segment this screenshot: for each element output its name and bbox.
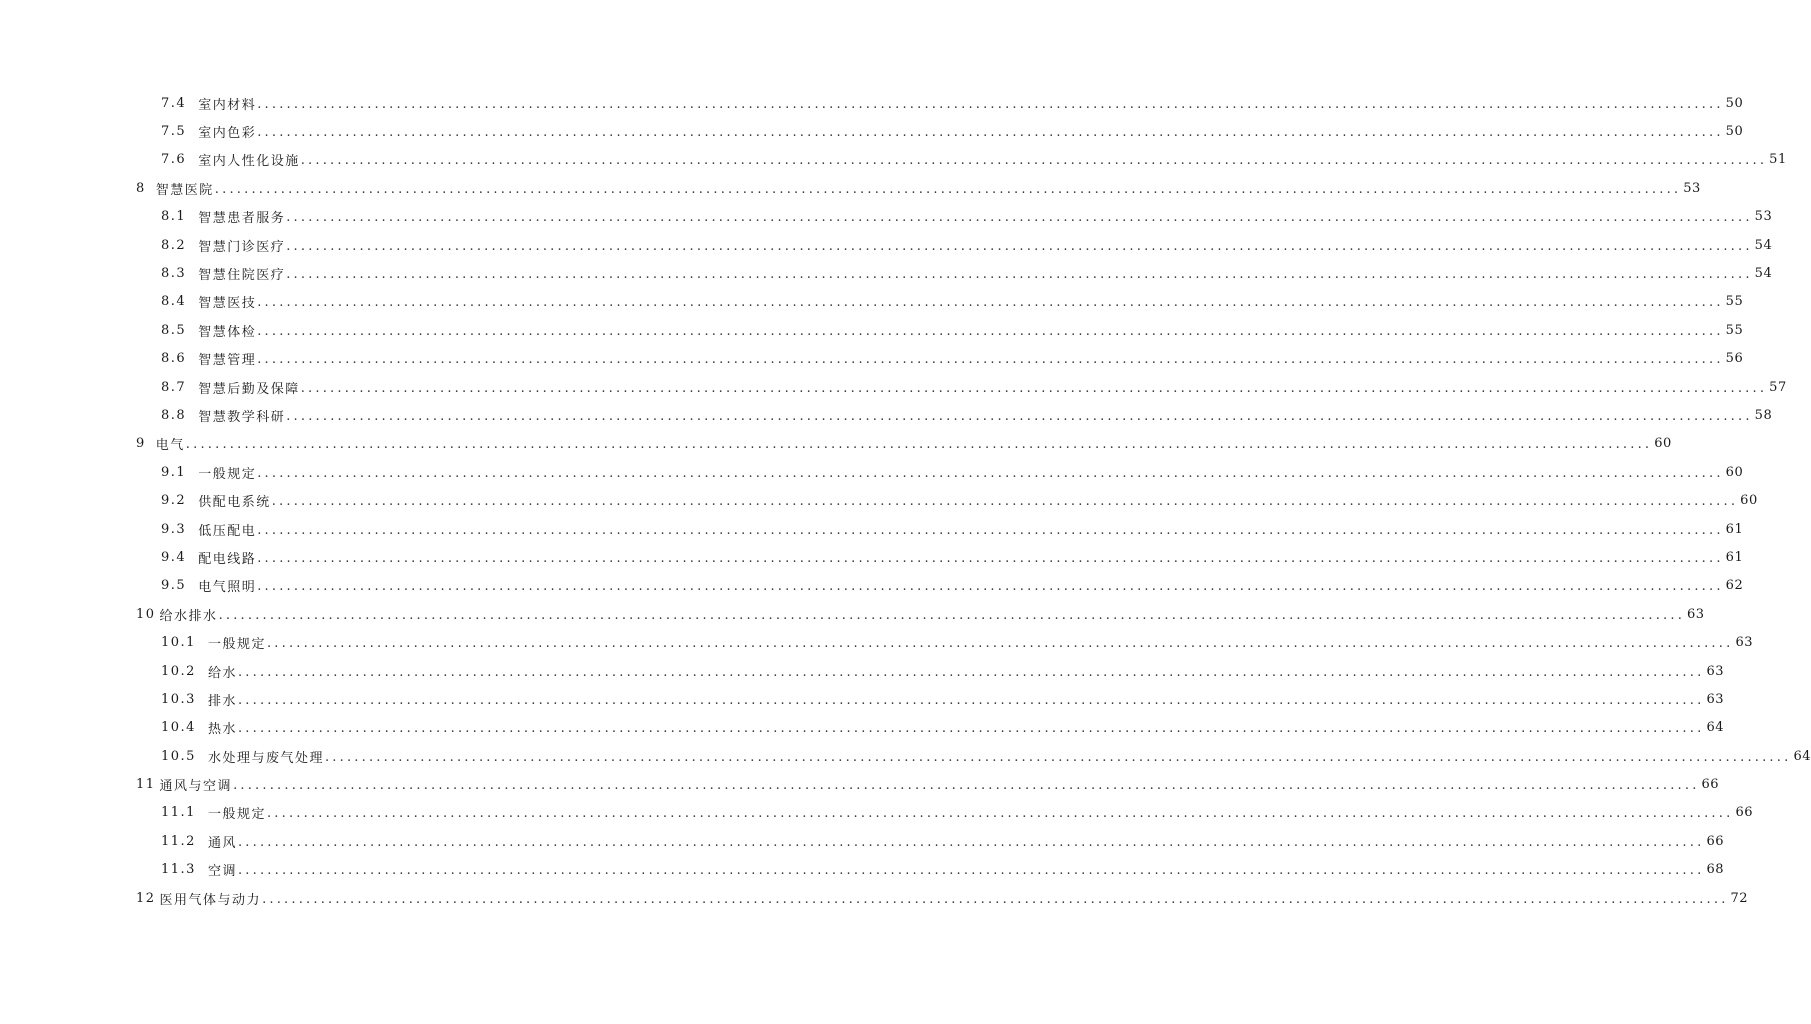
toc-entry-page-number: 53 [1683,180,1701,196]
toc-dot-leader: ........................................................................................................................................................................................................ [257,522,1724,538]
toc-entry-title: 给水 [207,665,237,681]
toc-dot-leader: ........................................................................................................................................................................................................ [185,437,1653,453]
toc-section-entry[interactable] [0,714,1724,742]
toc-entry-page-number: 50 [1725,95,1744,111]
toc-entry-number: 11.3 [161,862,196,878]
toc-section-entry[interactable] [0,543,1744,571]
toc-section-entry[interactable] [0,486,1758,514]
toc-entry-number: 8 [136,180,146,196]
toc-entry-number: 10 [136,606,156,622]
toc-dot-leader: ........................................................................................................................................................................................................ [257,96,1724,112]
toc-entry-page-number: 66 [1706,833,1724,849]
toc-entry-page-number: 53 [1754,209,1773,225]
toc-section-entry[interactable] [0,657,1724,685]
toc-entry-page-number: 68 [1706,862,1724,878]
toc-dot-leader: ........................................................................................................................................................................................................ [257,550,1724,566]
toc-entry-page-number: 66 [1701,777,1720,793]
toc-entry-title: 室内材料 [198,97,257,113]
toc-entry-page-number: 55 [1725,294,1744,310]
toc-dot-leader: ........................................................................................................................................................................................................ [237,721,1705,737]
toc-entry-title: 智慧医院 [155,182,214,198]
toc-dot-leader: ........................................................................................................................................................................................................ [262,891,1729,907]
toc-entry-number: 10.4 [161,720,196,736]
toc-entry-title: 智慧住院医疗 [198,268,286,284]
toc-entry-title: 一般规定 [198,466,257,482]
toc-section-entry[interactable] [0,799,1753,827]
toc-dot-leader: ........................................................................................................................................................................................................ [286,210,1753,226]
toc-entry-page-number: 61 [1725,549,1744,565]
toc-dot-leader: ........................................................................................................................................................................................................ [266,636,1734,652]
toc-entry-title: 通风 [207,835,237,851]
toc-entry-number: 9.5 [161,578,187,594]
toc-dot-leader: ........................................................................................................................................................................................................ [257,465,1724,481]
toc-entry-title: 智慧医技 [198,296,257,312]
toc-entry-title: 智慧门诊医疗 [198,239,286,255]
toc-section-entry[interactable] [0,259,1773,287]
toc-entry-page-number: 58 [1754,407,1773,423]
toc-entry-title: 给水排水 [159,608,218,624]
toc-entry-number: 9 [136,436,146,452]
toc-entry-number: 8.7 [161,379,187,395]
toc-entry-page-number: 72 [1730,890,1749,906]
toc-entry-number: 10.5 [161,748,196,764]
toc-entry-page-number: 64 [1706,720,1724,736]
toc-entry-page-number: 56 [1725,351,1744,367]
toc-entry-number: 9.4 [161,549,187,565]
toc-section-entry[interactable] [0,742,1811,770]
toc-dot-leader: ........................................................................................................................................................................................................ [286,238,1753,254]
toc-dot-leader: ........................................................................................................................................................................................................ [257,295,1724,311]
toc-section-entry[interactable] [0,572,1744,600]
toc-entry-page-number: 60 [1725,464,1744,480]
toc-entry-number: 10.2 [161,663,196,679]
toc-dot-leader: ........................................................................................................................................................................................................ [271,494,1739,510]
toc-dot-leader: ........................................................................................................................................................................................................ [237,692,1705,708]
toc-entry-page-number: 61 [1725,521,1744,537]
toc-section-entry[interactable] [0,685,1724,713]
toc-section-entry[interactable] [0,231,1773,259]
toc-entry-title: 空调 [207,864,237,880]
toc-chapter-entry[interactable] [0,174,1701,202]
toc-entry-page-number: 50 [1725,124,1744,140]
toc-dot-leader: ........................................................................................................................................................................................................ [324,749,1792,765]
toc-entry-page-number: 66 [1735,805,1753,821]
toc-dot-leader: ........................................................................................................................................................................................................ [237,664,1705,680]
toc-dot-leader: ........................................................................................................................................................................................................ [257,125,1724,141]
toc-entry-title: 室内人性化设施 [198,154,300,170]
toc-section-entry[interactable] [0,856,1724,884]
toc-dot-leader: ........................................................................................................................................................................................................ [286,408,1753,424]
toc-entry-page-number: 51 [1769,152,1787,168]
toc-entry-number: 9.2 [161,493,187,509]
toc-dot-leader: ........................................................................................................................................................................................................ [237,834,1705,850]
toc-dot-leader: ........................................................................................................................................................................................................ [218,607,1686,623]
toc-entry-title: 智慧患者服务 [198,211,286,227]
toc-entry-number: 10.3 [161,691,196,707]
toc-section-entry[interactable] [0,146,1787,174]
toc-entry-number: 7.6 [161,152,187,168]
toc-entry-title: 水处理与废气处理 [207,750,324,766]
toc-entry-title: 电气照明 [198,580,257,596]
toc-entry-title: 智慧管理 [198,353,257,369]
toc-entry-title: 供配电系统 [198,495,271,511]
toc-entry-number: 9.3 [161,521,187,537]
toc-dot-leader: ........................................................................................................................................................................................................ [233,778,1700,794]
toc-chapter-entry[interactable] [0,430,1672,458]
toc-entry-number: 8.1 [161,209,187,225]
toc-section-entry[interactable] [0,373,1787,401]
toc-entry-number: 10.1 [161,635,196,651]
toc-dot-leader: ........................................................................................................................................................................................................ [286,267,1753,283]
toc-dot-leader: ........................................................................................................................................................................................................ [257,352,1724,368]
toc-entry-number: 8.8 [161,407,187,423]
toc-dot-leader: ........................................................................................................................................................................................................ [257,323,1724,339]
toc-dot-leader: ........................................................................................................................................................................................................ [257,579,1724,595]
toc-entry-page-number: 63 [1706,691,1724,707]
toc-entry-number: 8.6 [161,351,187,367]
toc-dot-leader: ........................................................................................................................................................................................................ [237,863,1705,879]
toc-entry-number: 7.5 [161,124,187,140]
toc-entry-title: 室内色彩 [198,126,257,142]
toc-entry-number: 8.3 [161,266,187,282]
toc-entry-number: 9.1 [161,464,187,480]
toc-entry-title: 智慧体检 [198,324,257,340]
toc-entry-page-number: 60 [1654,436,1672,452]
table-of-contents [0,89,1811,912]
toc-entry-page-number: 63 [1735,635,1753,651]
toc-entry-title: 通风与空调 [159,779,233,795]
toc-chapter-entry[interactable] [0,770,1720,798]
toc-chapter-entry[interactable] [0,600,1705,628]
toc-dot-leader: ........................................................................................................................................................................................................ [266,806,1734,822]
toc-entry-page-number: 63 [1687,606,1705,622]
toc-entry-number: 11.1 [161,805,196,821]
toc-entry-title: 智慧教学科研 [198,409,286,425]
toc-entry-title: 配电线路 [198,551,257,567]
toc-entry-title: 智慧后勤及保障 [198,381,300,397]
toc-section-entry[interactable] [0,401,1773,429]
toc-section-entry[interactable] [0,345,1744,373]
toc-entry-page-number: 57 [1769,379,1787,395]
toc-entry-page-number: 64 [1793,748,1811,764]
toc-entry-page-number: 60 [1740,493,1758,509]
toc-entry-number: 8.2 [161,237,187,253]
toc-entry-title: 热水 [207,722,237,738]
toc-entry-title: 医用气体与动力 [159,892,262,908]
toc-entry-number: 7.4 [161,95,187,111]
toc-section-entry[interactable] [0,117,1744,145]
toc-entry-number: 11 [136,777,156,793]
toc-entry-title: 低压配电 [198,523,257,539]
toc-entry-title: 一般规定 [207,637,266,653]
toc-entry-page-number: 54 [1754,237,1773,253]
toc-dot-leader: ........................................................................................................................................................................................................ [300,380,1768,396]
toc-entry-page-number: 54 [1754,266,1773,282]
toc-section-entry[interactable] [0,827,1724,855]
toc-entry-number: 8.4 [161,294,187,310]
toc-section-entry[interactable] [0,316,1744,344]
toc-section-entry[interactable] [0,515,1744,543]
toc-entry-page-number: 62 [1725,578,1744,594]
toc-chapter-entry[interactable] [0,884,1749,912]
toc-entry-number: 11.2 [161,833,196,849]
toc-entry-title: 排水 [207,693,237,709]
toc-entry-page-number: 55 [1725,322,1744,338]
toc-section-entry[interactable] [0,89,1744,117]
toc-section-entry[interactable] [0,288,1744,316]
toc-entry-page-number: 63 [1706,663,1724,679]
toc-dot-leader: ........................................................................................................................................................................................................ [300,153,1768,169]
toc-section-entry[interactable] [0,458,1744,486]
toc-section-entry[interactable] [0,628,1753,656]
toc-entry-title: 一般规定 [207,807,266,823]
toc-entry-number: 12 [136,890,156,906]
toc-entry-number: 8.5 [161,322,187,338]
toc-dot-leader: ........................................................................................................................................................................................................ [214,181,1682,197]
toc-entry-title: 电气 [155,438,185,454]
toc-section-entry[interactable] [0,203,1773,231]
